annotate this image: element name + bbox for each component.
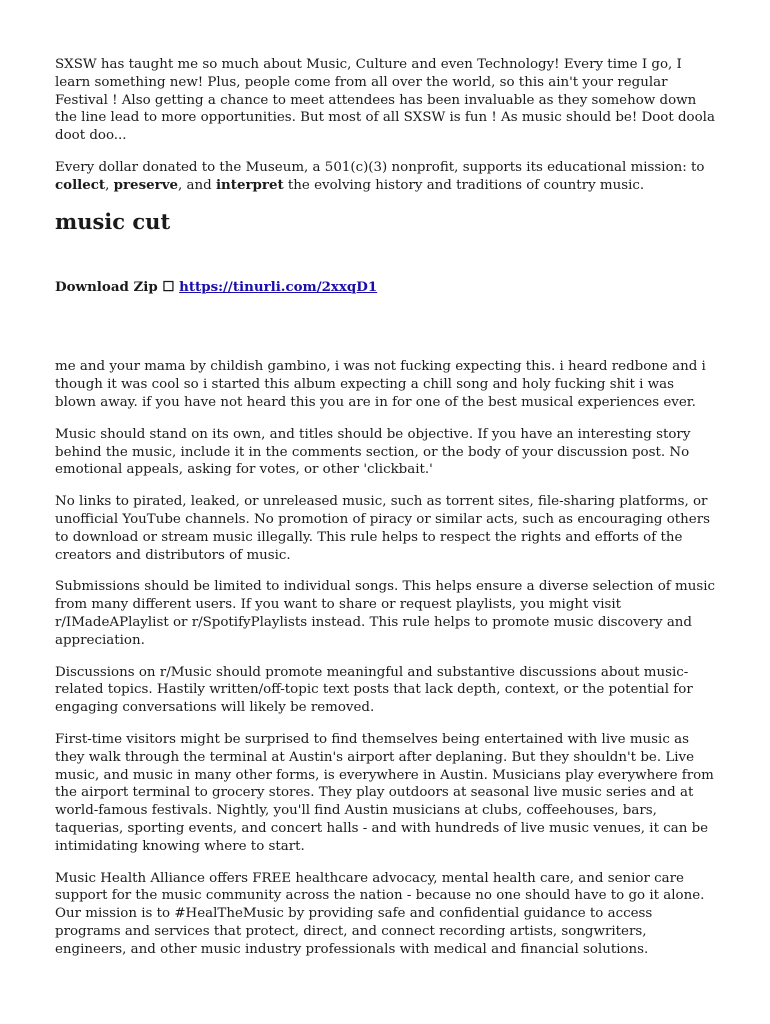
museum-text-start: Every dollar donated to the Museum, a 501(c)(3) nonprofit, supports its educational mission: to	[55, 159, 705, 175]
spacer	[55, 296, 715, 358]
museum-text-end: the evolving history and traditions of country music.	[283, 177, 645, 193]
collect-bold: collect	[55, 176, 106, 193]
intro-paragraph-sxsw: SXSW has taught me so much about Music, Culture and even Technology! Every time I go, I learn something new! Plus, people come from all over the world, so this ain't your regular Festival ! Also getting a chance to meet attendees has been invaluable as they somehow down the line lead to more opportunities. But most of all SXSW is fun ! As music should be! Doot doola doot doo...	[55, 57, 715, 144]
interpret-bold: interpret	[215, 176, 284, 193]
paragraph-piracy-rule: No links to pirated, leaked, or unreleased music, such as torrent sites, file-sharing platforms, or unofficial YouTube channels. No promotion of piracy or similar acts, such as encouraging others to download or stream music illegally. This rule helps to respect the rights and efforts of the creators and distributors of music.	[55, 494, 711, 563]
paragraph-discussion-rule: Discussions on r/Music should promote meaningful and substantive discussions about music-related topics. Hastily written/off-topic text posts that lack depth, context, or the potential for engaging conversations will likely be removed.	[55, 664, 693, 716]
intro-paragraph-museum	[55, 159, 715, 195]
preserve-bold: preserve	[113, 176, 178, 193]
museum-separator-1: ,	[105, 177, 114, 193]
paragraph-health-alliance: Music Health Alliance offers FREE healthcare advocacy, mental health care, and senior care support for the music community across the nation - because no one should have to go it alone. Our mission is to #HealTheMusic by providing safe and confidential guidance to access programs and services that protect, direct, and connect recording artists, songwriters, engineers, and other music industry professionals with medical and financial solutions.	[55, 870, 705, 957]
download-link[interactable]: https://tinurli.com/2xxqD1	[179, 278, 378, 295]
page-heading: music cut	[55, 208, 171, 234]
download-line	[55, 279, 715, 297]
paragraph-gambino: me and your mama by childish gambino, i was not fucking expecting this. i heard redbone and i though it was cool so i started this album expecting a chill song and holy fucking shit i was blown away. if you have not heard this you are in for one of the best musical experiences ever.	[55, 359, 706, 410]
paragraph-austin-music: First-time visitors might be surprised to find themselves being entertained with live music as they walk through the terminal at Austin's airport after deplaning. But they shouldn't be. Live music, and music in many other forms, is everywhere in Austin. Musicians play everywhere from the airport terminal to grocery stores. They play outdoors at seasonal live music series and at world-famous festivals. Nightly, you'll find Austin musicians at clubs, coffeehouses, bars, taquerias, sporting events, and concert halls - and with hundreds of live music venues, it can be intimidating knowing where to start.	[55, 731, 714, 854]
download-label: Download Zip ☐	[55, 278, 180, 295]
paragraph-titles-rule: Music should stand on its own, and titles should be objective. If you have an interesting story behind the music, include it in the comments section, or the body of your discussion post. No emotional appeals, asking for votes, or other 'clickbait.'	[55, 426, 691, 478]
museum-separator-2: , and	[178, 177, 216, 193]
paragraph-songs-rule: Submissions should be limited to individual songs. This helps ensure a diverse selection of music from many different users. If you want to share or request playlists, you might visit r/IMadeAPlaylist or r/SpotifyPlaylists instead. This rule helps to promote music discovery and appreciation.	[55, 579, 715, 648]
document-page	[55, 56, 715, 972]
